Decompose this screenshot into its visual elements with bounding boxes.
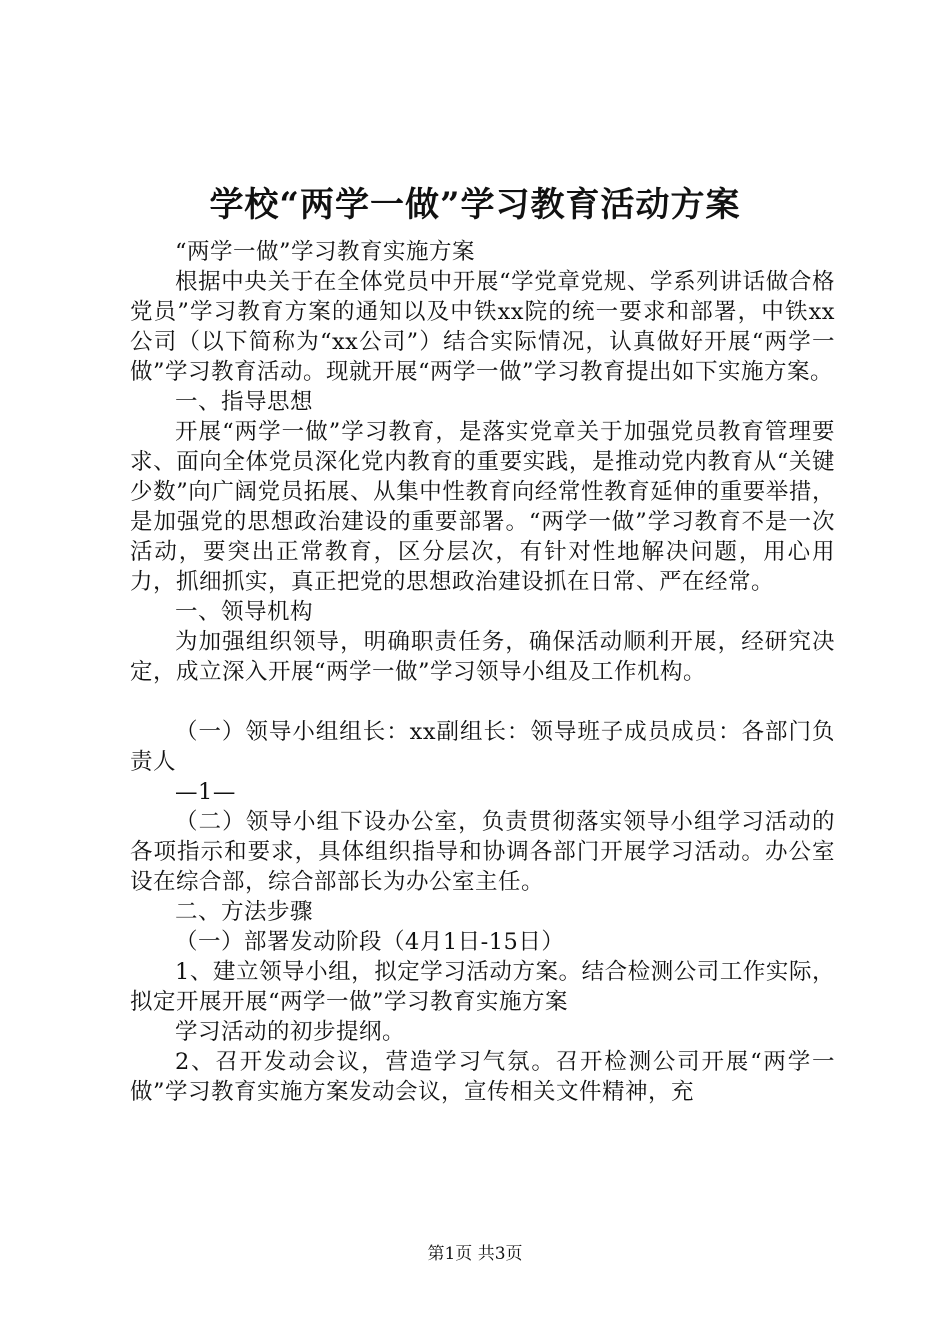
subtitle-paragraph: “两学一做”学习教育实施方案 — [175, 239, 476, 265]
stage-heading: （一）部署发动阶段（4月1日-15日） — [175, 929, 565, 955]
section-heading-steps: 二、方法步骤 — [175, 899, 314, 925]
inline-page-number: —1— — [175, 779, 236, 805]
document-title: 学校“两学一做”学习教育活动方案 — [209, 185, 741, 225]
step-1-continuation: 学习活动的初步提纲。 — [175, 1019, 406, 1045]
leadership-group-paragraph: （一）领导小组组长：xx副组长：领导班子成员成员：各部门负责人 — [130, 719, 835, 775]
page-indicator: 第1页 共3页 — [427, 1244, 523, 1264]
document-body — [130, 237, 835, 1107]
section-heading-guiding-ideology: 一、指导思想 — [175, 389, 314, 415]
leadership-paragraph: 为加强组织领导，明确职责任务，确保活动顺利开展，经研究决定，成立深入开展“两学一做”学习领导小组及工作机构。 — [130, 629, 835, 685]
guiding-ideology-paragraph: 开展“两学一做”学习教育，是落实党章关于加强党员教育管理要求、面向全体党员深化党内教育的重要实践，是推动党内教育从“关键少数”向广阔党员拓展、从集中性教育向经常性教育延伸的重要举措，是加强党的思想政治建设的重要部署。“两学一做”学习教育不是一次活动，要突出正常教育，区分层次，有针对性地解决问题，用心用力，抓细抓实，真正把党的思想政治建设抓在日常、严在经常。 — [130, 419, 835, 595]
section-heading-leadership: 一、领导机构 — [175, 599, 314, 625]
intro-paragraph: 根据中央关于在全体党员中开展“学党章党规、学系列讲话做合格党员”学习教育方案的通知以及中铁xx院的统一要求和部署，中铁xx公司（以下简称为“xx公司”）结合实际情况，认真做好开展“两学一做”学习教育活动。现就开展“两学一做”学习教育提出如下实施方案。 — [130, 269, 835, 385]
step-2-paragraph: 2、召开发动会议，营造学习气氛。召开检测公司开展“两学一做”学习教育实施方案发动会议，宣传相关文件精神，充 — [130, 1049, 835, 1105]
step-1-paragraph: 1、建立领导小组，拟定学习活动方案。结合检测公司工作实际，拟定开展开展“两学一做”学习教育实施方案 — [130, 959, 835, 1015]
office-paragraph: （二）领导小组下设办公室，负责贯彻落实领导小组学习活动的各项指示和要求，具体组织指导和协调各部门开展学习活动。办公室设在综合部，综合部部长为办公室主任。 — [130, 809, 835, 895]
